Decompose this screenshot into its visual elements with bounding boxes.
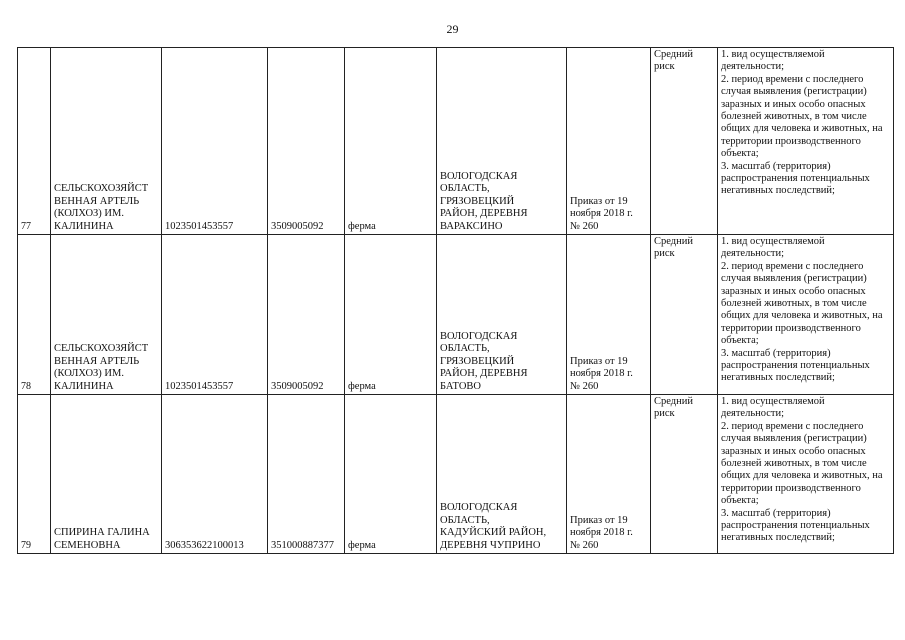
inn-cell: 351000887377 [268,395,345,554]
risk-criteria-line: болезней животных, в том числе [721,298,867,310]
risk-category-line: Средний [654,49,693,60]
risk-category-line: риск [654,248,675,260]
risk-criteria-line: заразных и иных особо опасных [721,285,866,297]
row-number-cell: 77 [18,48,51,235]
risk-criteria-line: случая выявления (регистрации) [721,273,867,285]
risk-criteria-line: 1. вид осуществляемой [721,236,825,247]
table-row [18,48,894,235]
risk-criteria-line: общих для человека и животных, на [721,310,883,322]
risk-criteria-line: 3. масштаб (территория) [721,347,831,359]
order-line: № 260 [570,539,599,551]
risk-criteria-line: распространения потенциальных [721,173,870,185]
ogrn-cell: 306353622100013 [162,395,268,554]
risk-criteria-line: случая выявления (регистрации) [721,86,867,98]
organization-name-cell [51,48,162,235]
risk-criteria-line: объекта; [721,148,759,160]
order-line: № 260 [570,220,599,232]
risk-criteria-line: 2. период времени с последнего [721,260,864,272]
address-line: ВОЛОГОДСКАЯ [440,170,518,182]
order-line: Приказ от 19 [570,355,628,367]
page-number: 29 [446,22,459,36]
risk-category-cell [651,48,718,235]
ogrn-cell: 1023501453557 [162,235,268,395]
risk-category-cell [651,395,718,554]
risk-criteria-line: негативных последствий; [721,532,835,544]
object-type-cell: ферма [345,395,437,554]
address-line: РАЙОН, ДЕРЕВНЯ [440,368,528,380]
ogrn-cell: 1023501453557 [162,48,268,235]
address-line: ДЕРЕВНЯ ЧУПРИНО [440,539,541,551]
risk-criteria-line: 2. период времени с последнего [721,420,864,432]
order-line: ноября 2018 г. [570,368,633,380]
risk-criteria-line: 1. вид осуществляемой [721,396,825,407]
risk-criteria-line: заразных и иных особо опасных [721,98,866,110]
address-line: ВОЛОГОДСКАЯ [440,502,518,514]
organization-name-line: СПИРИНА ГАЛИНА [54,527,150,539]
address-line: БАТОВО [440,380,481,392]
risk-criteria-line: негативных последствий; [721,372,835,384]
risk-category-cell [651,235,718,395]
row-number-cell: 78 [18,235,51,395]
organization-name-line: СЕЛЬСКОХОЗЯЙСТ [54,183,149,195]
table-row [18,395,894,554]
address-cell [437,48,567,235]
address-line: ОБЛАСТЬ, [440,514,490,526]
risk-category-line: Средний [654,236,693,247]
risk-criteria-line: болезней животных, в том числе [721,458,867,470]
risk-criteria-line: 3. масштаб (территория) [721,160,831,172]
risk-criteria-line: деятельности; [721,61,785,73]
address-line: ОБЛАСТЬ, [440,183,490,195]
address-line: ГРЯЗОВЕЦКИЙ [440,195,515,207]
risk-category-line: риск [654,61,675,73]
inn-cell: 3509005092 [268,48,345,235]
risk-criteria-line: болезней животных, в том числе [721,111,867,123]
order-cell [567,48,651,235]
risk-criteria-line: распространения потенциальных [721,520,870,532]
risk-criteria-line: 2. период времени с последнего [721,73,864,85]
risk-criteria-line: объекта; [721,335,759,347]
risk-criteria-line: случая выявления (регистрации) [721,433,867,445]
address-line: КАДУЙСКИЙ РАЙОН, [440,527,547,539]
inn-cell: 3509005092 [268,235,345,395]
risk-criteria-cell [718,48,894,235]
risk-category-line: Средний [654,396,693,407]
order-cell [567,235,651,395]
address-line: ГРЯЗОВЕЦКИЙ [440,355,515,367]
risk-criteria-line: 1. вид осуществляемой [721,49,825,60]
risk-criteria-line: заразных и иных особо опасных [721,445,866,457]
object-type-cell: ферма [345,48,437,235]
organization-name-line: КАЛИНИНА [54,220,114,232]
table-row [18,235,894,395]
order-line: Приказ от 19 [570,514,628,526]
risk-criteria-line: распространения потенциальных [721,360,870,372]
risk-criteria-line: общих для человека и животных, на [721,123,883,135]
organization-name-cell [51,395,162,554]
organization-name-line: КАЛИНИНА [54,380,114,392]
address-line: ВАРАКСИНО [440,220,503,232]
organization-name-line: ВЕННАЯ АРТЕЛЬ [54,355,140,367]
address-cell [437,395,567,554]
organization-name-line: (КОЛХОЗ) ИМ. [54,208,124,220]
address-line: ВОЛОГОДСКАЯ [440,330,518,342]
order-cell [567,395,651,554]
address-line: РАЙОН, ДЕРЕВНЯ [440,208,528,220]
order-line: № 260 [570,380,599,392]
organization-name-cell [51,235,162,395]
risk-criteria-cell [718,395,894,554]
risk-criteria-line: территории производственного [721,322,861,334]
organization-name-line: (КОЛХОЗ) ИМ. [54,368,124,380]
registry-table [17,47,894,554]
row-number-cell: 79 [18,395,51,554]
risk-criteria-line: объекта; [721,495,759,507]
risk-criteria-line: 3. масштаб (территория) [721,507,831,519]
risk-criteria-cell [718,235,894,395]
risk-criteria-line: деятельности; [721,408,785,420]
object-type-cell: ферма [345,235,437,395]
risk-category-line: риск [654,408,675,420]
organization-name-line: СЕМЕНОВНА [54,539,121,551]
address-line: ОБЛАСТЬ, [440,343,490,355]
order-line: ноября 2018 г. [570,208,633,220]
order-line: Приказ от 19 [570,195,628,207]
risk-criteria-line: территории производственного [721,482,861,494]
order-line: ноября 2018 г. [570,527,633,539]
organization-name-line: ВЕННАЯ АРТЕЛЬ [54,195,140,207]
risk-criteria-line: негативных последствий; [721,185,835,197]
risk-criteria-line: территории производственного [721,135,861,147]
risk-criteria-line: общих для человека и животных, на [721,470,883,482]
address-cell [437,235,567,395]
registry-rows [18,48,894,554]
risk-criteria-line: деятельности; [721,248,785,260]
organization-name-line: СЕЛЬСКОХОЗЯЙСТ [54,343,149,355]
